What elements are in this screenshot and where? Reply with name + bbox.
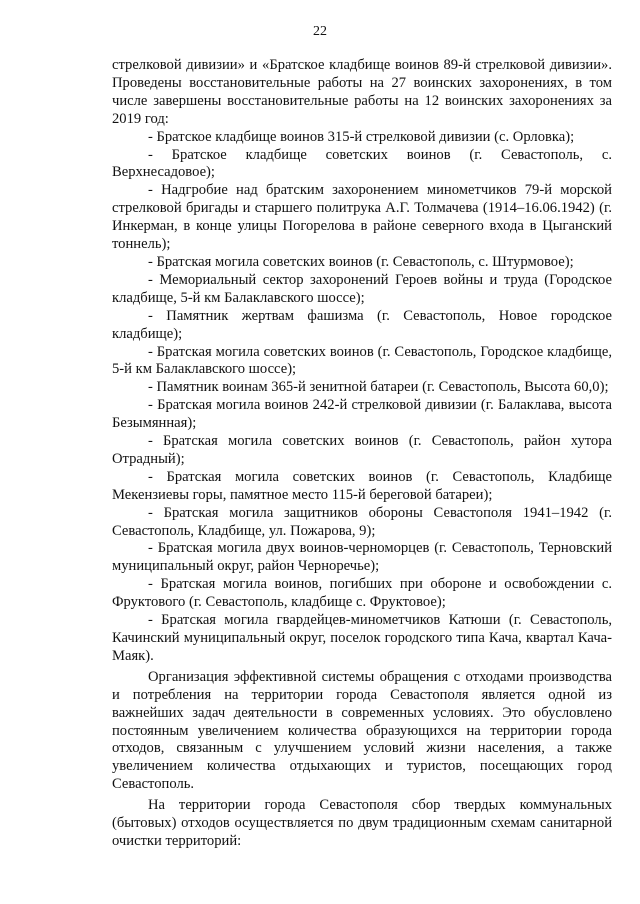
list-item: - Братская могила воинов, погибших при обороне и освобождении с. Фруктового (г. Севастополь, кладбище с. Фруктовое); (112, 576, 612, 611)
list-item: - Братская могила гвардейцев-минометчиков Катюши (г. Севастополь, Качинский муниципальный округ, поселок городского типа Кача, квартал Кача-Маяк). (112, 612, 612, 664)
document-body (112, 57, 612, 851)
list-item: - Мемориальный сектор захоронений Героев войны и труда (Городское кладбище, 5-й км Балаклавского шоссе); (112, 271, 612, 306)
page-number: 22 (313, 24, 327, 39)
list-item: - Памятник жертвам фашизма (г. Севастополь, Новое городское кладбище); (112, 307, 612, 342)
list-item: - Братская могила двух воинов-черноморцев (г. Севастополь, Терновский муниципальный округ, район Черноречье); (112, 540, 612, 575)
paragraph-continuation: стрелковой дивизии» и «Братское кладбище воинов 89-й стрелковой дивизии». Проведены восстановительные работы на 27 воинских захоронениях, в том числе завершены восстановительные работы на 12 воинских захоронениях за 2019 год: (112, 57, 612, 127)
list-item: - Братская могила советских воинов (г. Севастополь, район хутора Отрадный); (112, 433, 612, 467)
list-item: - Братское кладбище воинов 315-й стрелковой дивизии (с. Орловка); (148, 128, 575, 145)
list-item: - Надгробие над братским захоронением минометчиков 79-й морской стрелковой бригады и старшего политрука А.Г. Толмачева (1914–16.06.1942) (г. Инкерман, в конце улицы Погорелова в районе северного входа в Цыганский тоннель); (112, 182, 612, 253)
body-paragraph: На территории города Севастополя сбор твердых коммунальных (бытовых) отходов осуществляется по двум традиционным схемам санитарной очистки территорий: (112, 797, 612, 849)
list-item: - Братская могила советских воинов (г. Севастополь, с. Штурмовое); (148, 253, 574, 270)
list-item: - Братская могила советских воинов (г. Севастополь, Кладбище Мекензиевы горы, памятное место 115-й береговой батареи); (112, 468, 612, 503)
list-item: - Братская могила советских воинов (г. Севастополь, Городское кладбище, 5-й км Балаклавского шоссе); (112, 343, 612, 378)
body-paragraph: Организация эффективной системы обращения с отходами производства и потребления на территории города Севастополя является одной из важнейших задач деятельности в современных условиях. Это обусловлено постоянным увеличением количества образующихся на территории города отходов, связанным с улучшением условий жизни населения, а также увеличением количества отдыхающих и туристов, посещающих город Севастополь. (112, 668, 612, 793)
list-item: - Братская могила воинов 242-й стрелковой дивизии (г. Балаклава, высота Безымянная); (112, 397, 612, 432)
list-item: - Братское кладбище советских воинов (г. Севастополь, с. Верхнесадовое); (112, 146, 612, 181)
list-item: - Братская могила защитников обороны Севастополя 1941–1942 (г. Севастополь, Кладбище, ул. Пожарова, 9); (112, 504, 612, 539)
list-item: - Памятник воинам 365-й зенитной батареи (г. Севастополь, Высота 60,0); (148, 379, 609, 396)
